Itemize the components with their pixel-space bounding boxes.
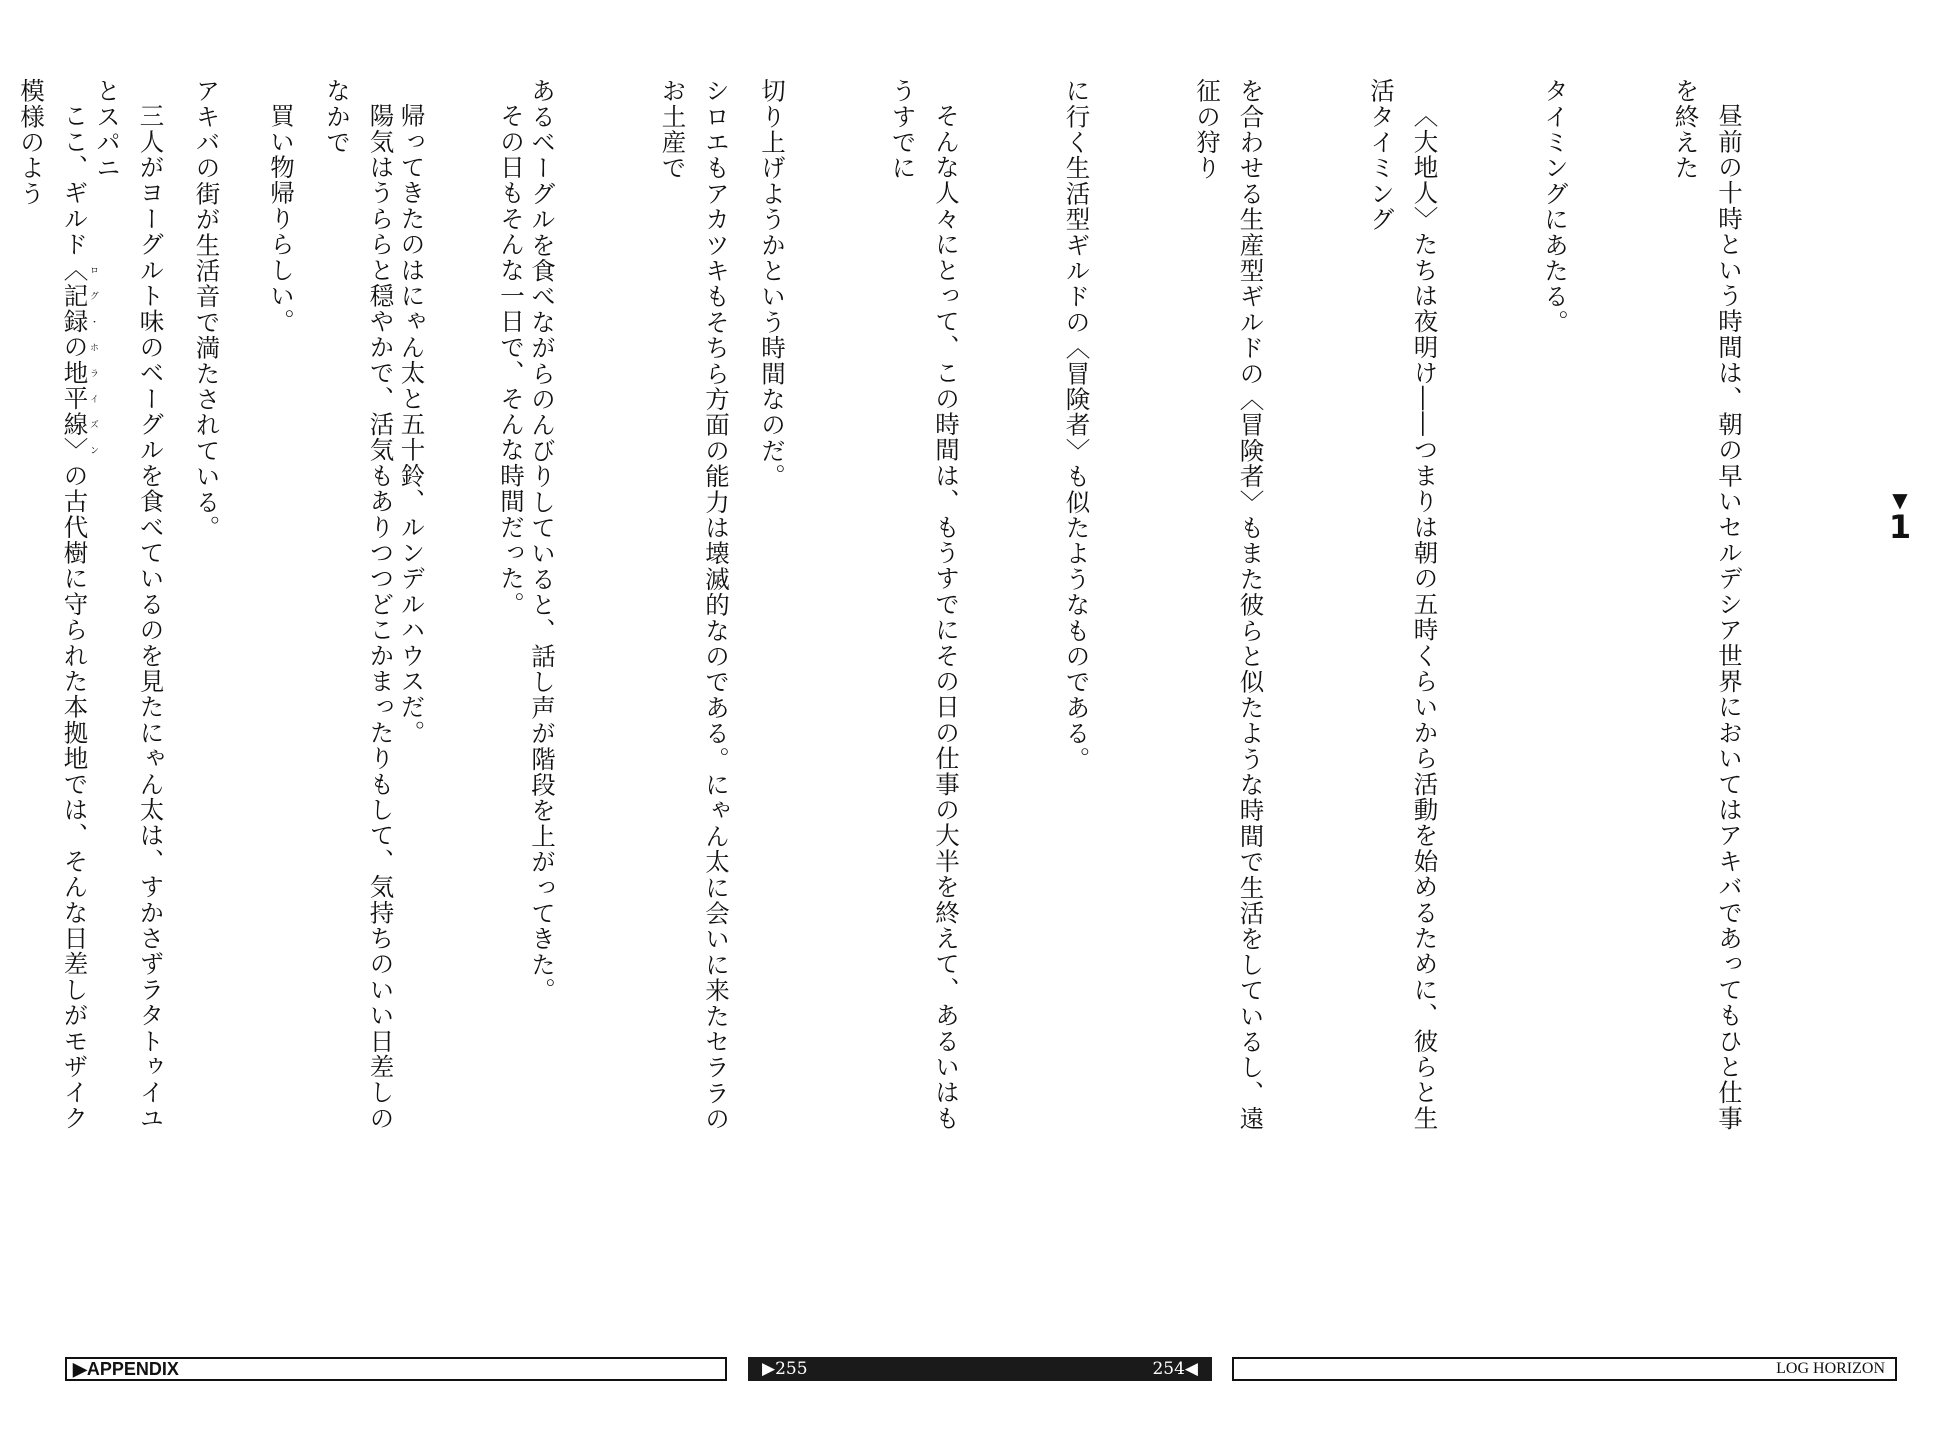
text-fragment: ここ、ギルド (60, 102, 90, 257)
page-number-right: 254◀ (980, 1357, 1212, 1381)
ruby-base: 〈記録の地平線〉 (60, 256, 90, 463)
left-page-body (45, 78, 825, 1148)
text-line: 昼前の十時という時間は、朝の早いセルデシア世界においてはアキバであってもひと仕事を終えた (1671, 78, 1744, 1131)
text-fragment: の古代樹に守られた本拠地では、そんな日差しがモザイク模様のよう (17, 78, 90, 1131)
chapter-number: 1 (1888, 508, 1912, 546)
footer-appendix-label: ▶APPENDIX (65, 1357, 727, 1381)
chapter-marker (1870, 490, 1930, 544)
text-line: アキバの街が生活音で満たされている。 (192, 78, 222, 541)
text-line: シロエもアカツキもそちら方面の能力は壊滅的なのである。にゃん太に会いに来たセララのお土産で (658, 78, 731, 1132)
text-line: タイミングにあたる。 (1541, 78, 1570, 335)
text-line: に行く生活型ギルドの〈冒険者〉も似たようなものである。 (1062, 78, 1092, 772)
text-line: を合わせる生産型ギルドの〈冒険者〉もまた彼らと似たような時間で生活をしているし、遠征の狩り (1193, 78, 1266, 1132)
text-line: 三人がヨーグルト味のベーグルを食べているのを見たにゃん太は、すかさずラタトゥイユとスパニ (93, 78, 166, 1131)
text-line: 〈大地人〉たちは夜明け――つまりは朝の五時くらいから活動を始めるために、彼らと生活タイミング (1367, 78, 1440, 1131)
text-line: 陽気はうららと穏やかで、活気もありつつどこかまったりもして、気持ちのいい日差しのなかで (323, 78, 396, 1131)
page-number-left: ▶255 (748, 1357, 980, 1381)
ruby-reading: ログ・ホライズン (88, 256, 98, 463)
text-line: あるベーグルを食べながらのんびりしていると、話し声が階段を上がってきた。 (528, 78, 557, 1004)
text-line: 買い物帰りらしい。 (267, 102, 296, 334)
text-line: 帰ってきたのはにゃん太と五十鈴、ルンデルハウスだ。 (397, 102, 427, 745)
text-line: その日もそんな一日で、そんな時間だった。 (497, 102, 526, 617)
chapter-triangle-icon: ▼ (1892, 488, 1908, 512)
text-line: そんな人々にとって、この時間は、もうすでにその日の仕事の大半を終えて、あるいはもうすでに (888, 78, 961, 1131)
text-line: 切り上げようかという時間なのだ。 (758, 78, 787, 490)
footer-title-label: LOG HORIZON (1232, 1357, 1897, 1381)
